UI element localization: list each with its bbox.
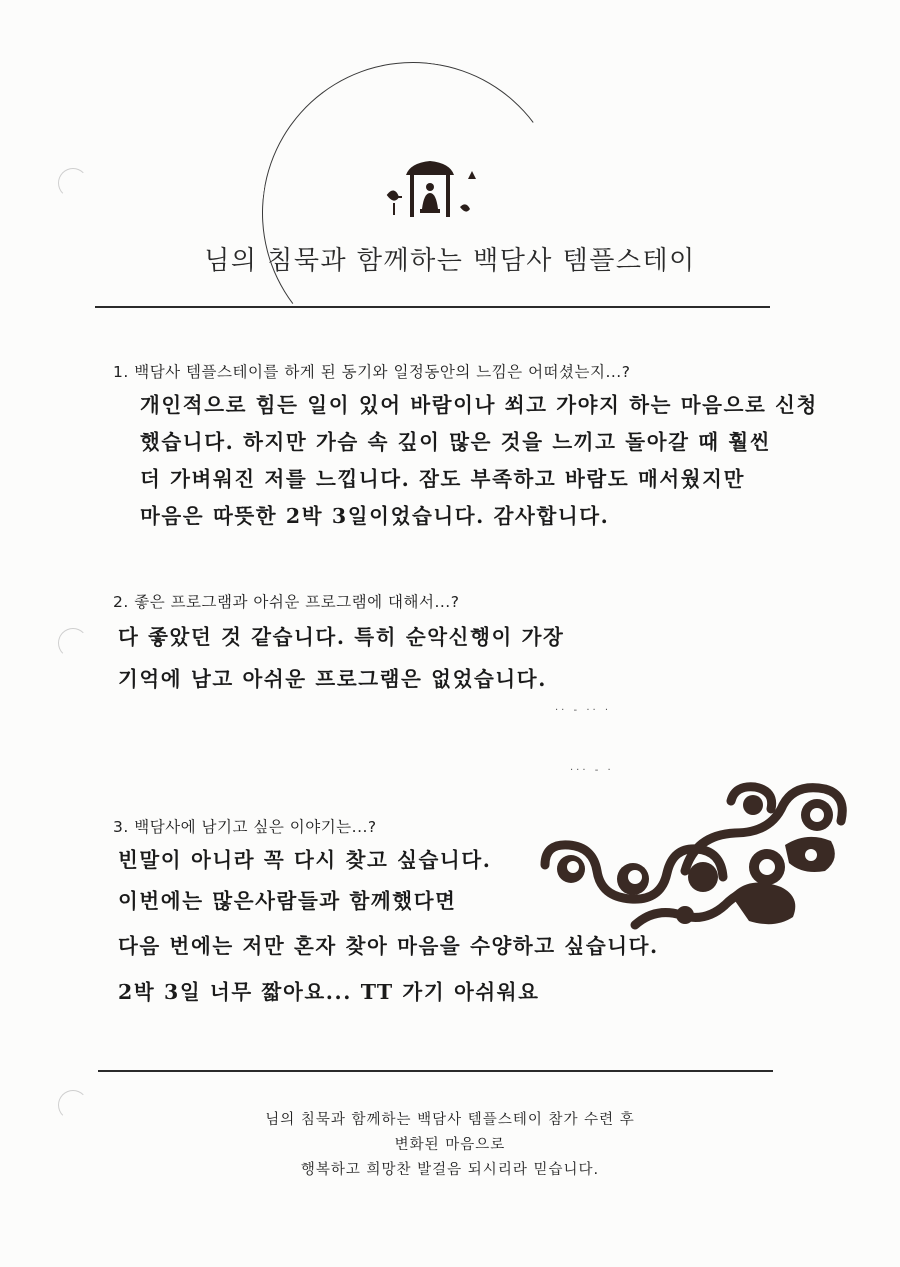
cloud-ornament-icon (535, 775, 850, 935)
page-title: 님의 침묵과 함께하는 백담사 템플스테이 (204, 246, 696, 276)
bottom-divider (98, 1070, 773, 1072)
closing-line: 님의 침묵과 함께하는 백담사 템플스테이 참가 수련 후 (265, 1112, 635, 1128)
answer-3-line: 빈말이 아니라 꼭 다시 찾고 싶습니다. (118, 848, 492, 872)
punch-hole-mark (58, 628, 88, 658)
closing-line: 행복하고 희망찬 발걸음 되시리라 믿습니다. (300, 1162, 600, 1178)
temple-buddha-icon (380, 157, 480, 223)
question-3: 3. 백담사에 남기고 싶은 이야기는...? (113, 818, 377, 836)
answer-2-line: 다 좋았던 것 같습니다. 특히 순악신행이 가장 (118, 625, 565, 649)
scan-specks: ··· - · (570, 765, 614, 776)
answer-3-line: 이번에는 많은사람들과 함께했다면 (118, 889, 457, 913)
question-2: 2. 좋은 프로그램과 아쉬운 프로그램에 대해서...? (113, 593, 460, 611)
answer-3-line: 다음 번에는 저만 혼자 찾아 마음을 수양하고 싶습니다. (118, 934, 659, 958)
answer-1-line: 했습니다. 하지만 가슴 속 깊이 많은 것을 느끼고 돌아갈 때 훨씬 (140, 430, 772, 454)
scan-specks: ·· - ·· · (555, 705, 612, 716)
answer-1-line: 개인적으로 힘든 일이 있어 바람이나 쐬고 가야지 하는 마음으로 신청 (140, 393, 818, 417)
answer-3-line: 2박 3일 너무 짧아요... TT 가기 아쉬워요 (118, 980, 540, 1004)
punch-hole-mark (58, 168, 88, 198)
answer-1-line: 마음은 따뜻한 2박 3일이었습니다. 감사합니다. (140, 504, 610, 528)
answer-1-line: 더 가벼워진 저를 느낍니다. 잠도 부족하고 바람도 매서웠지만 (140, 467, 745, 491)
top-divider (95, 306, 770, 308)
punch-hole-mark (58, 1090, 88, 1120)
answer-2-line: 기억에 남고 아쉬운 프로그램은 없었습니다. (118, 667, 547, 691)
question-1: 1. 백담사 템플스테이를 하게 된 동기와 일정동안의 느낌은 어떠셨는지...? (113, 363, 631, 381)
closing-line: 변화된 마음으로 (394, 1137, 506, 1153)
